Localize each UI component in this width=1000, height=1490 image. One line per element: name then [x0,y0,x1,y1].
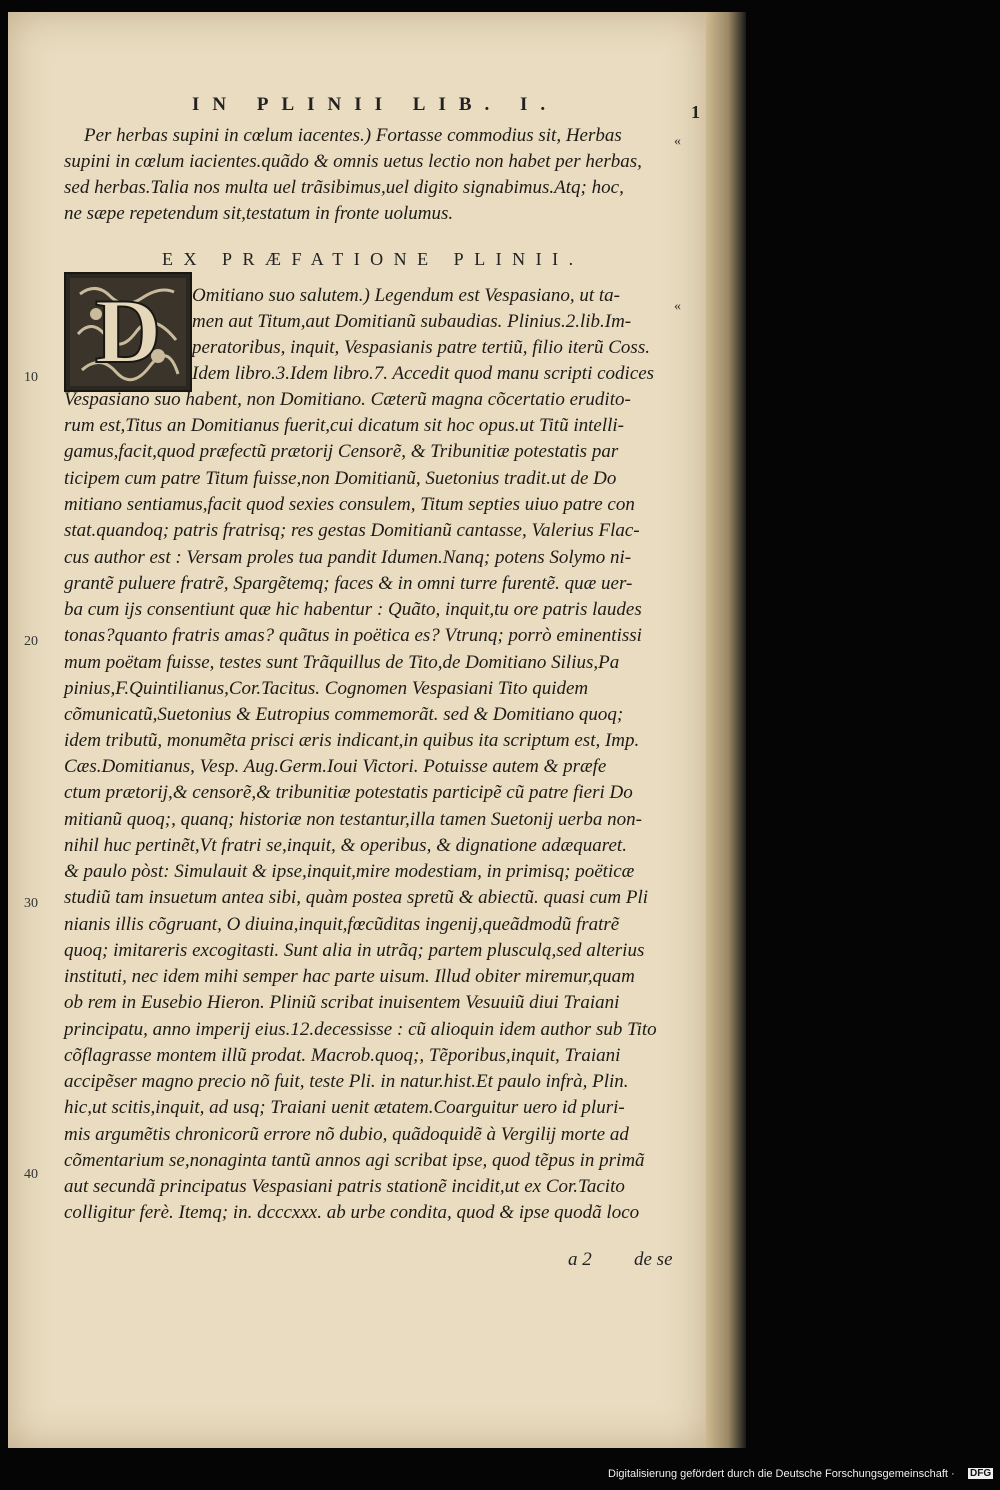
text-line: tonas?quanto fratris amas? quãtus in poëtica es? Vtrunq; porrò eminentissi [64,625,642,646]
text-line: studiũ tam insuetum antea sibi, quàm postea spretũ & abiectũ. quasi cum Pli [64,887,649,908]
book-page [8,12,706,1448]
text-line: aut secundã principatus Vespasiani patris stationẽ incidit,ut ex Cor.Tacito [64,1176,625,1197]
text-line: cõflagrasse montem illũ prodat. Macrob.quoq;, Tẽporibus,inquit, Traiani [64,1045,621,1066]
section-heading: EX PRÆFATIONE PLINII. [162,249,584,269]
text-line: grantẽ puluere fratrẽ, Spargẽtemq; faces & in omni turre furentẽ. quæ uer- [64,573,633,594]
text-line: ob rem in Eusebio Hieron. Pliniũ scribat inuisentem Vesuuiũ diui Traiani [64,992,620,1013]
text-line: Vespasiano suo habent, non Domitiano. Cæterũ magna cõcertatio erudito- [64,389,631,410]
body-text [8,12,706,1448]
text-line: cus author est : Versam proles tua pandit Idumen.Nanq; potens Solymo ni- [64,547,632,568]
book-spine-shadow [706,12,746,1448]
line-number: 10 [24,370,38,385]
dfg-logo: DFG [970,1468,992,1479]
text-line: supini in cœlum iacientes.quãdo & omnis uetus lectio non habet per herbas, [64,151,642,172]
text-line: quoq; imitareris excogitasti. Sunt alia in utrãq; partem plusculą,sed alterius [64,940,645,961]
catchword: de se [634,1249,673,1270]
folio-number: 1 [691,102,700,122]
text-line: ticipem cum patre Titum fuisse,non Domitianũ, Suetonius tradit.ut de Do [64,468,617,489]
text-line: hic,ut scitis,inquit, ad usq; Traiani uenit ætatem.Coarguitur uero id pluri- [64,1097,625,1118]
text-line: idem tributũ, monumẽta prisci æris indicant,in quibus ita scriptum est, Imp. [64,730,640,751]
text-line: & paulo pòst: Simulauit & ipse,inquit,mire modestiam, in primisq; poëticæ [64,861,635,882]
text-line: ctum prætorij,& censorẽ,& tribunitiæ potestatis participẽ cũ patre fieri Do [64,782,633,803]
text-line: peratoribus, inquit, Vespasianis patre tertiũ, filio iterũ Coss. [192,337,650,358]
text-line: colligitur ferè. Itemq; in. dcccxxx. ab urbe condita, quod & ipse quodã loco [64,1202,640,1223]
signature-mark: a 2 [568,1249,592,1270]
text-line: cõmentarium se,nonaginta tantũ annos agi scribat ipse, quod tẽpus in primã [64,1150,645,1171]
line-number: 30 [24,896,38,911]
running-title: IN PLINII LIB. I. [192,94,559,115]
text-line: sed herbas.Talia nos multa uel trãsibimus,uel digito signabimus.Atq; hoc, [64,177,624,198]
initial-letter: D [94,280,162,382]
text-line: Cæs.Domitianus, Vesp. Aug.Germ.Ioui Victori. Potuisse autem & præfe [64,756,607,777]
text-line: mis argumẽtis chronicorũ errore nõ dubio, quãdoquidẽ à Vergilij morte ad [64,1124,629,1145]
text-line: Idem libro.3.Idem libro.7. Accedit quod manu scripti codices [192,363,655,384]
text-line: Omitiano suo salutem.) Legendum est Vespasiano, ut ta- [192,285,621,306]
line-number: 40 [24,1167,38,1182]
margin-mark: « [674,299,681,314]
text-line: nihil huc pertinẽt,Vt fratri se,inquit, & operibus, & dignatione adæquaret. [64,835,627,856]
text-line: men aut Titum,aut Domitianũ subaudias. Plinius.2.lib.Im- [192,311,632,332]
text-line: mitianũ quoq;, quanq; historiæ non testantur,illa tamen Suetonij uerba non- [64,809,642,830]
text-line: cõmunicatũ,Suetonius & Eutropius commemorãt. sed & Domitiano quoq; [64,704,624,725]
text-line: mum poëtam fuisse, testes sunt Trãquillus de Tito,de Domitiano Silius,Pa [64,652,620,673]
text-line: pinius,F.Quintilianus,Cor.Tacitus. Cognomen Vespasiani Tito quidem [64,678,589,699]
text-line: gamus,facit,quod præfectũ prætorij Censorẽ, & Tribunitiæ potestatis par [64,441,619,462]
digitization-credit: Digitalisierung gefördert durch die Deutsche Forschungsgemeinschaft · [608,1468,955,1480]
text-line: ba cum ijs consentiunt quæ hic habentur : Quãto, inquit,tu ore patris laudes [64,599,642,620]
text-line: mitiano sentiamus,facit quod sexies consulem, Titum septies uiuo patre con [64,494,635,515]
text-line: accipẽser magno precio nõ fuit, teste Pli. in natur.hist.Et paulo infrà, Plin. [64,1071,629,1092]
text-line: nianis illis cõgruant, O diuina,inquit,fœcũditas ingenij,queãdmodũ fratrẽ [64,914,620,935]
text-line: principatu, anno imperij eius.12.decessisse : cũ alioquin idem author sub Tito [64,1019,657,1040]
text-line: rum est,Titus an Domitianus fuerit,cui dicatum sit hoc opus.ut Titũ intelli- [64,415,624,436]
text-line: instituti, nec idem mihi semper hac parte uisum. Illud obiter miremur,quam [64,966,635,987]
text-line: ne sæpe repetendum sit,testatum in fronte uolumus. [64,203,454,224]
text-line: stat.quandoq; patris fratrisq; res gestas Domitianũ cantasse, Valerius Flac- [64,520,640,541]
margin-mark: « [674,134,681,149]
text-line: Per herbas supini in cœlum iacentes.) Fortasse commodius sit, Herbas [84,125,622,146]
line-number: 20 [24,634,38,649]
